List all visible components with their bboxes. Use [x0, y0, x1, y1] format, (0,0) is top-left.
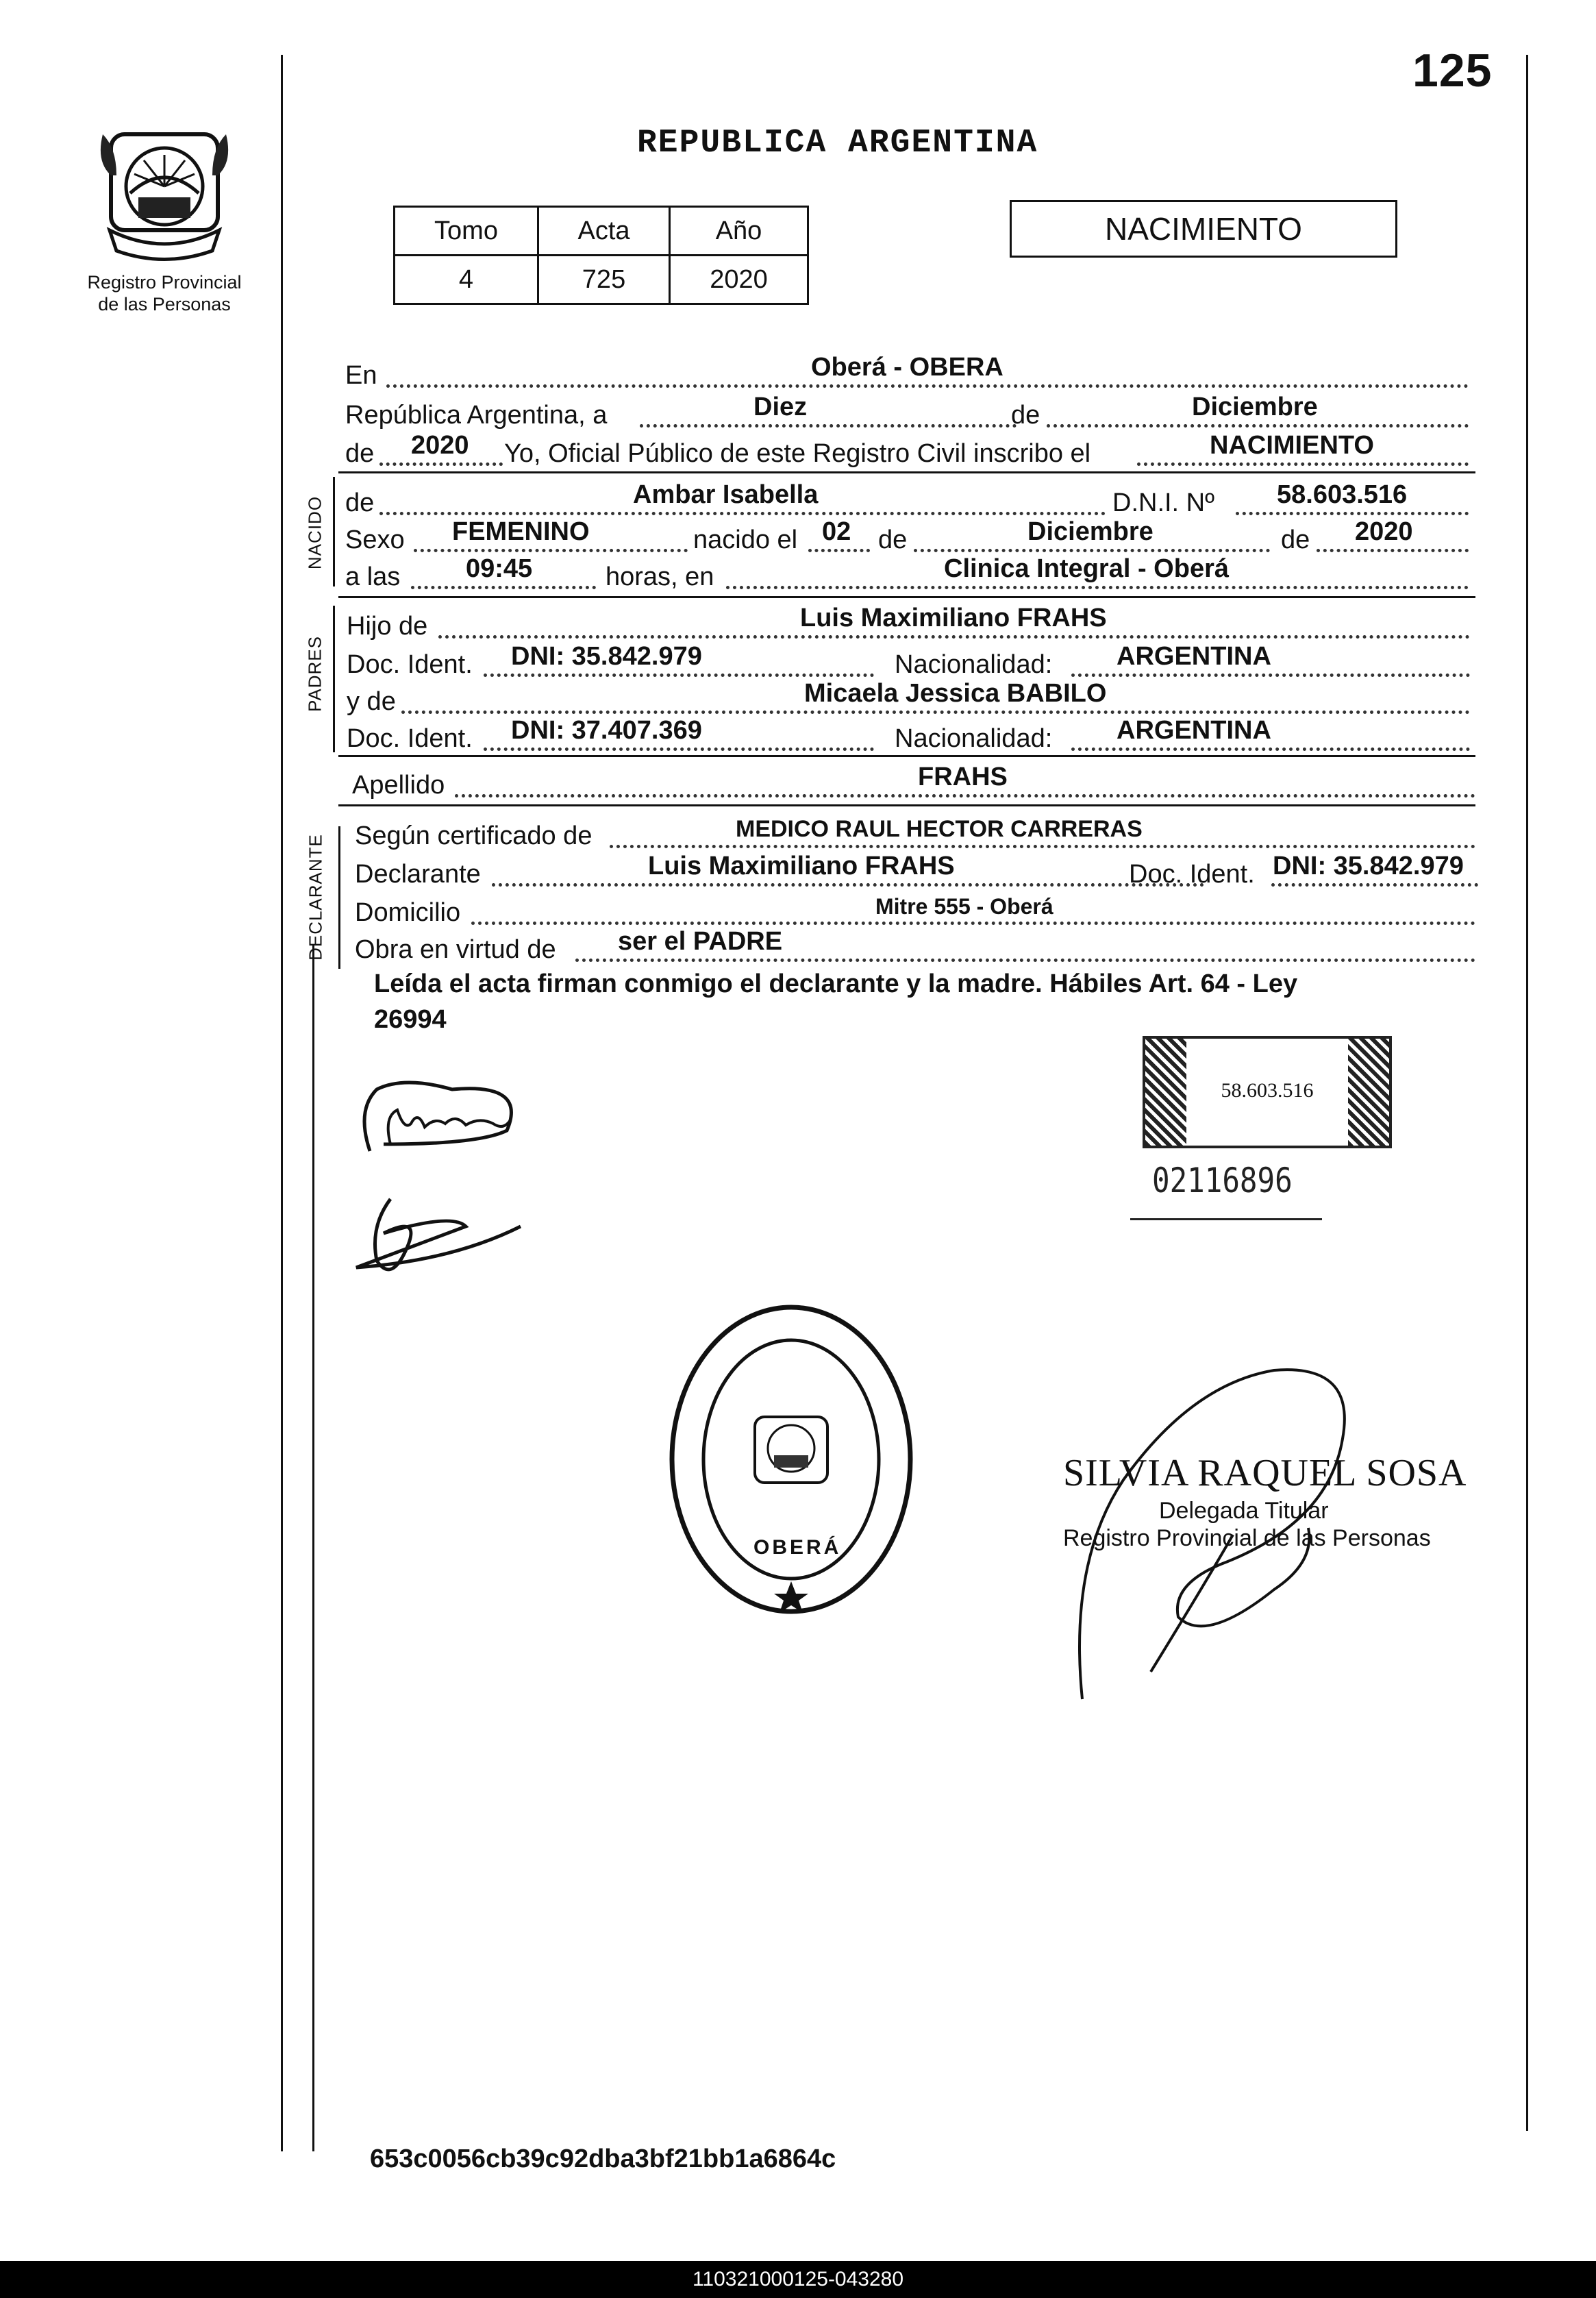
- row-nacido-nombre: [345, 481, 1469, 519]
- virtud-label: Obra en virtud de: [355, 935, 556, 964]
- oficial-text: Yo, Oficial Público de este Registro Civil inscribo el: [504, 439, 1091, 468]
- dni-stamp: [1143, 1036, 1392, 1148]
- official-role: Delegada Titular: [1159, 1498, 1329, 1524]
- sexo-value: FEMENINO: [452, 517, 590, 546]
- padres-section-label: PADRES: [304, 636, 325, 712]
- nacido-section-label: NACIDO: [304, 495, 325, 570]
- declarante-signature: [342, 1069, 534, 1172]
- y-de-label: y de: [347, 687, 396, 716]
- domicilio-label: Domicilio: [355, 898, 461, 927]
- nacido-anio-value: 2020: [1355, 517, 1413, 546]
- padre-doc-value: DNI: 35.842.979: [511, 642, 702, 671]
- virtud-value: ser el PADRE: [618, 927, 783, 956]
- republica-label: República Argentina, a: [345, 401, 608, 430]
- row-domicilio: [355, 891, 1475, 929]
- dni-label: D.N.I. Nº: [1112, 489, 1214, 517]
- row-virtud: [355, 928, 1475, 966]
- declarante-bracket: [338, 826, 340, 969]
- rule-after-padres: [338, 755, 1475, 757]
- horas-en-label: horas, en: [606, 563, 714, 591]
- nacido-bracket: [333, 477, 335, 586]
- delegation-seal: [664, 1302, 918, 1617]
- de-label: de: [1011, 401, 1040, 430]
- declarante-label: Declarante: [355, 860, 481, 889]
- document-hash: 653c0056cb39c92dba3bf21bb1a6864c: [370, 2145, 836, 2173]
- mes-value: Diciembre: [1192, 393, 1318, 421]
- registry-table: [393, 206, 809, 305]
- acta-header: Acta: [538, 207, 670, 256]
- row-certificado: [355, 814, 1475, 852]
- closing-line-2: 26994: [374, 1005, 447, 1034]
- domicilio-value: Mitre 555 - Oberá: [875, 894, 1053, 919]
- row-apellido: [352, 763, 1475, 802]
- row-declarante: [355, 852, 1478, 891]
- page-number: 125: [1412, 45, 1493, 97]
- official-org: Registro Provincial de las Personas: [1063, 1525, 1431, 1551]
- right-margin-line: [1526, 55, 1528, 2131]
- row-en: [345, 354, 1469, 392]
- hora-value: 09:45: [466, 554, 533, 583]
- declarante-section-label: DECLARANTE: [305, 834, 326, 961]
- tomo-value: 4: [395, 256, 538, 304]
- padres-bracket: [333, 606, 335, 752]
- rule-after-header: [338, 471, 1475, 473]
- madre-doc-label: Doc. Ident.: [347, 724, 473, 753]
- row-madre-doc: [347, 717, 1470, 755]
- acta-value: 725: [538, 256, 670, 304]
- madre-nombre-value: Micaela Jessica BABILO: [804, 679, 1107, 708]
- country-title: REPUBLICA ARGENTINA: [637, 125, 1038, 162]
- nacido-mes-value: Diciembre: [1027, 517, 1154, 546]
- serial-number: 02116896: [1152, 1161, 1293, 1200]
- record-type-box: NACIMIENTO: [1010, 200, 1397, 258]
- footer-barcode-id: 110321000125-043280: [0, 2261, 1596, 2298]
- rule-after-apellido: [338, 804, 1475, 806]
- sexo-label: Sexo: [345, 526, 405, 554]
- left-margin-line-lower: [312, 946, 314, 2151]
- province-logo: [96, 121, 233, 264]
- tipo-value: NACIMIENTO: [1210, 431, 1374, 460]
- declarante-doc-label: Doc. Ident.: [1129, 860, 1255, 889]
- left-margin-line: [281, 55, 283, 2151]
- apellido-label: Apellido: [352, 771, 445, 800]
- apellido-value: FRAHS: [918, 763, 1008, 791]
- padre-nac-label: Nacionalidad:: [895, 650, 1053, 679]
- rule-after-nacido: [338, 596, 1475, 598]
- certificado-label: Según certificado de: [355, 821, 593, 850]
- a-las-label: a las: [345, 563, 401, 591]
- closing-line-1: Leída el acta firman conmigo el declarante y la madre. Hábiles Art. 64 - Ley: [374, 969, 1298, 998]
- row-hijo-de: [347, 604, 1470, 643]
- madre-nacionalidad-value: ARGENTINA: [1117, 716, 1271, 745]
- nacido-de-label-2: de: [878, 526, 908, 554]
- logo-caption: [62, 271, 267, 315]
- nacido-de-label-3: de: [1281, 526, 1310, 554]
- madre-nac-label: Nacionalidad:: [895, 724, 1053, 753]
- nacido-el-label: nacido el: [693, 526, 798, 554]
- declarante-nombre-value: Luis Maximiliano FRAHS: [648, 852, 955, 880]
- tomo-header: Tomo: [395, 207, 538, 256]
- dia-value: Diez: [753, 393, 808, 421]
- certificado-value: MEDICO RAUL HECTOR CARRERAS: [736, 816, 1143, 842]
- row-oficial: [345, 432, 1469, 470]
- en-value: Oberá - OBERA: [811, 353, 1003, 382]
- row-padre-doc: [347, 643, 1470, 681]
- row-sexo: [345, 518, 1469, 556]
- stamp-dni: 58.603.516: [1186, 1039, 1348, 1146]
- nacido-dia-value: 02: [822, 517, 851, 546]
- anio-value: 2020: [670, 256, 808, 304]
- row-hora: [345, 555, 1469, 593]
- declarante-doc-value: DNI: 35.842.979: [1273, 852, 1464, 880]
- closing-text: [374, 966, 1470, 1037]
- de2-label: de: [345, 439, 375, 468]
- official-name: SILVIA RAQUEL SOSA: [1063, 1452, 1467, 1494]
- nacido-nombre-value: Ambar Isabella: [633, 480, 819, 509]
- seal-city: OBERÁ: [753, 1536, 842, 1559]
- nacido-de-label: de: [345, 489, 375, 517]
- padre-nombre-value: Luis Maximiliano FRAHS: [800, 604, 1107, 632]
- padre-doc-label: Doc. Ident.: [347, 650, 473, 679]
- en-label: En: [345, 361, 377, 390]
- nacido-dni-value: 58.603.516: [1277, 480, 1408, 509]
- logo-caption-line-2: de las Personas: [98, 294, 231, 314]
- logo-caption-line-1: Registro Provincial: [87, 272, 242, 293]
- hijo-de-label: Hijo de: [347, 612, 428, 641]
- madre-doc-value: DNI: 37.407.369: [511, 716, 702, 745]
- madre-signature: [342, 1185, 527, 1288]
- anio-header: Año: [670, 207, 808, 256]
- row-republica: [345, 393, 1469, 432]
- anio-text-value: 2020: [411, 431, 469, 460]
- padre-nacionalidad-value: ARGENTINA: [1117, 642, 1271, 671]
- row-y-de: [347, 680, 1470, 718]
- lugar-value: Clinica Integral - Oberá: [944, 554, 1229, 583]
- serial-underline: [1130, 1218, 1322, 1220]
